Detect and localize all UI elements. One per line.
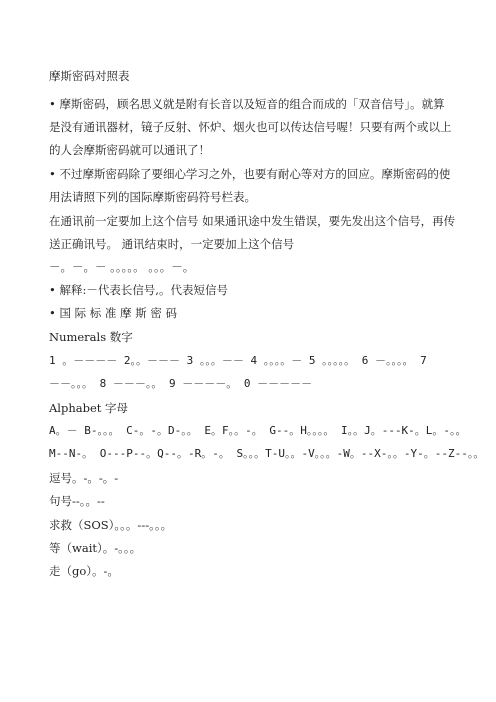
signal-example-line: －。－。－ 。。。。。 。。。－。 xyxy=(49,260,195,274)
numerals-line: 1 。－－－－ 2。。－－－ 3 。。。－－ 4 。。。。－ 5 。。。。。 6 －。。。。 7 xyxy=(49,354,427,367)
paragraph-line: • 摩斯密码，顾名思义就是附有长音以及短音的组合而成的「双音信号」。就算 xyxy=(49,97,445,111)
paragraph-line: • 不过摩斯密码除了要细心学习之外，也要有耐心等对方的回应。摩斯密码的使 xyxy=(49,167,451,181)
period-code-line: 句号--。。-- xyxy=(49,494,105,508)
paragraph-line: 送正确讯号。 通讯结束时，一定要加上这个信号 xyxy=(49,237,295,251)
numerals-line: －－。。。 8 －－－。。 9 －－－－。 0 －－－－－ xyxy=(49,377,313,390)
go-code-line: 走（go）。-。 xyxy=(49,564,119,578)
paragraph-line: 是没有通讯器材，镜子反射、怀炉、烟火也可以传达信号喔！只要有两个或以上 xyxy=(49,120,452,134)
alphabet-line: A。－ B-。。。 C-。-。D-。。 E。F。。-。 G--。H。。。。 I。。J。---K-。L。-。。 xyxy=(49,424,467,437)
comma-code-line: 逗号。-。-。- xyxy=(49,471,119,485)
document-title: 摩斯密码对照表 xyxy=(49,69,130,83)
alphabet-heading: Alphabet 字母 xyxy=(49,401,129,415)
sos-code-line: 求救（SOS）。。。---。。。 xyxy=(49,518,173,532)
section-heading: • 国 际 标 准 摩 斯 密 码 xyxy=(49,306,178,320)
numerals-heading: Numerals 数字 xyxy=(49,330,133,344)
wait-code-line: 等（wait）。-。。。 xyxy=(49,541,142,555)
paragraph-line: 在通讯前一定要加上这个信号 如果通讯途中发生错误，要先发出这个信号，再传 xyxy=(49,214,456,228)
explanation-line: • 解释:－代表长信号,。代表短信号 xyxy=(49,283,228,297)
paragraph-line: 用法请照下列的国际摩斯密码符号栏表。 xyxy=(49,190,256,204)
alphabet-line: M--N-。 O---P--。Q--。-R。-。 S。。。T-U。。-V。。。-W。--X-。。-Y-。--Z--。。 xyxy=(49,447,485,460)
paragraph-line: 的人会摩斯密码就可以通讯了！ xyxy=(49,143,210,157)
